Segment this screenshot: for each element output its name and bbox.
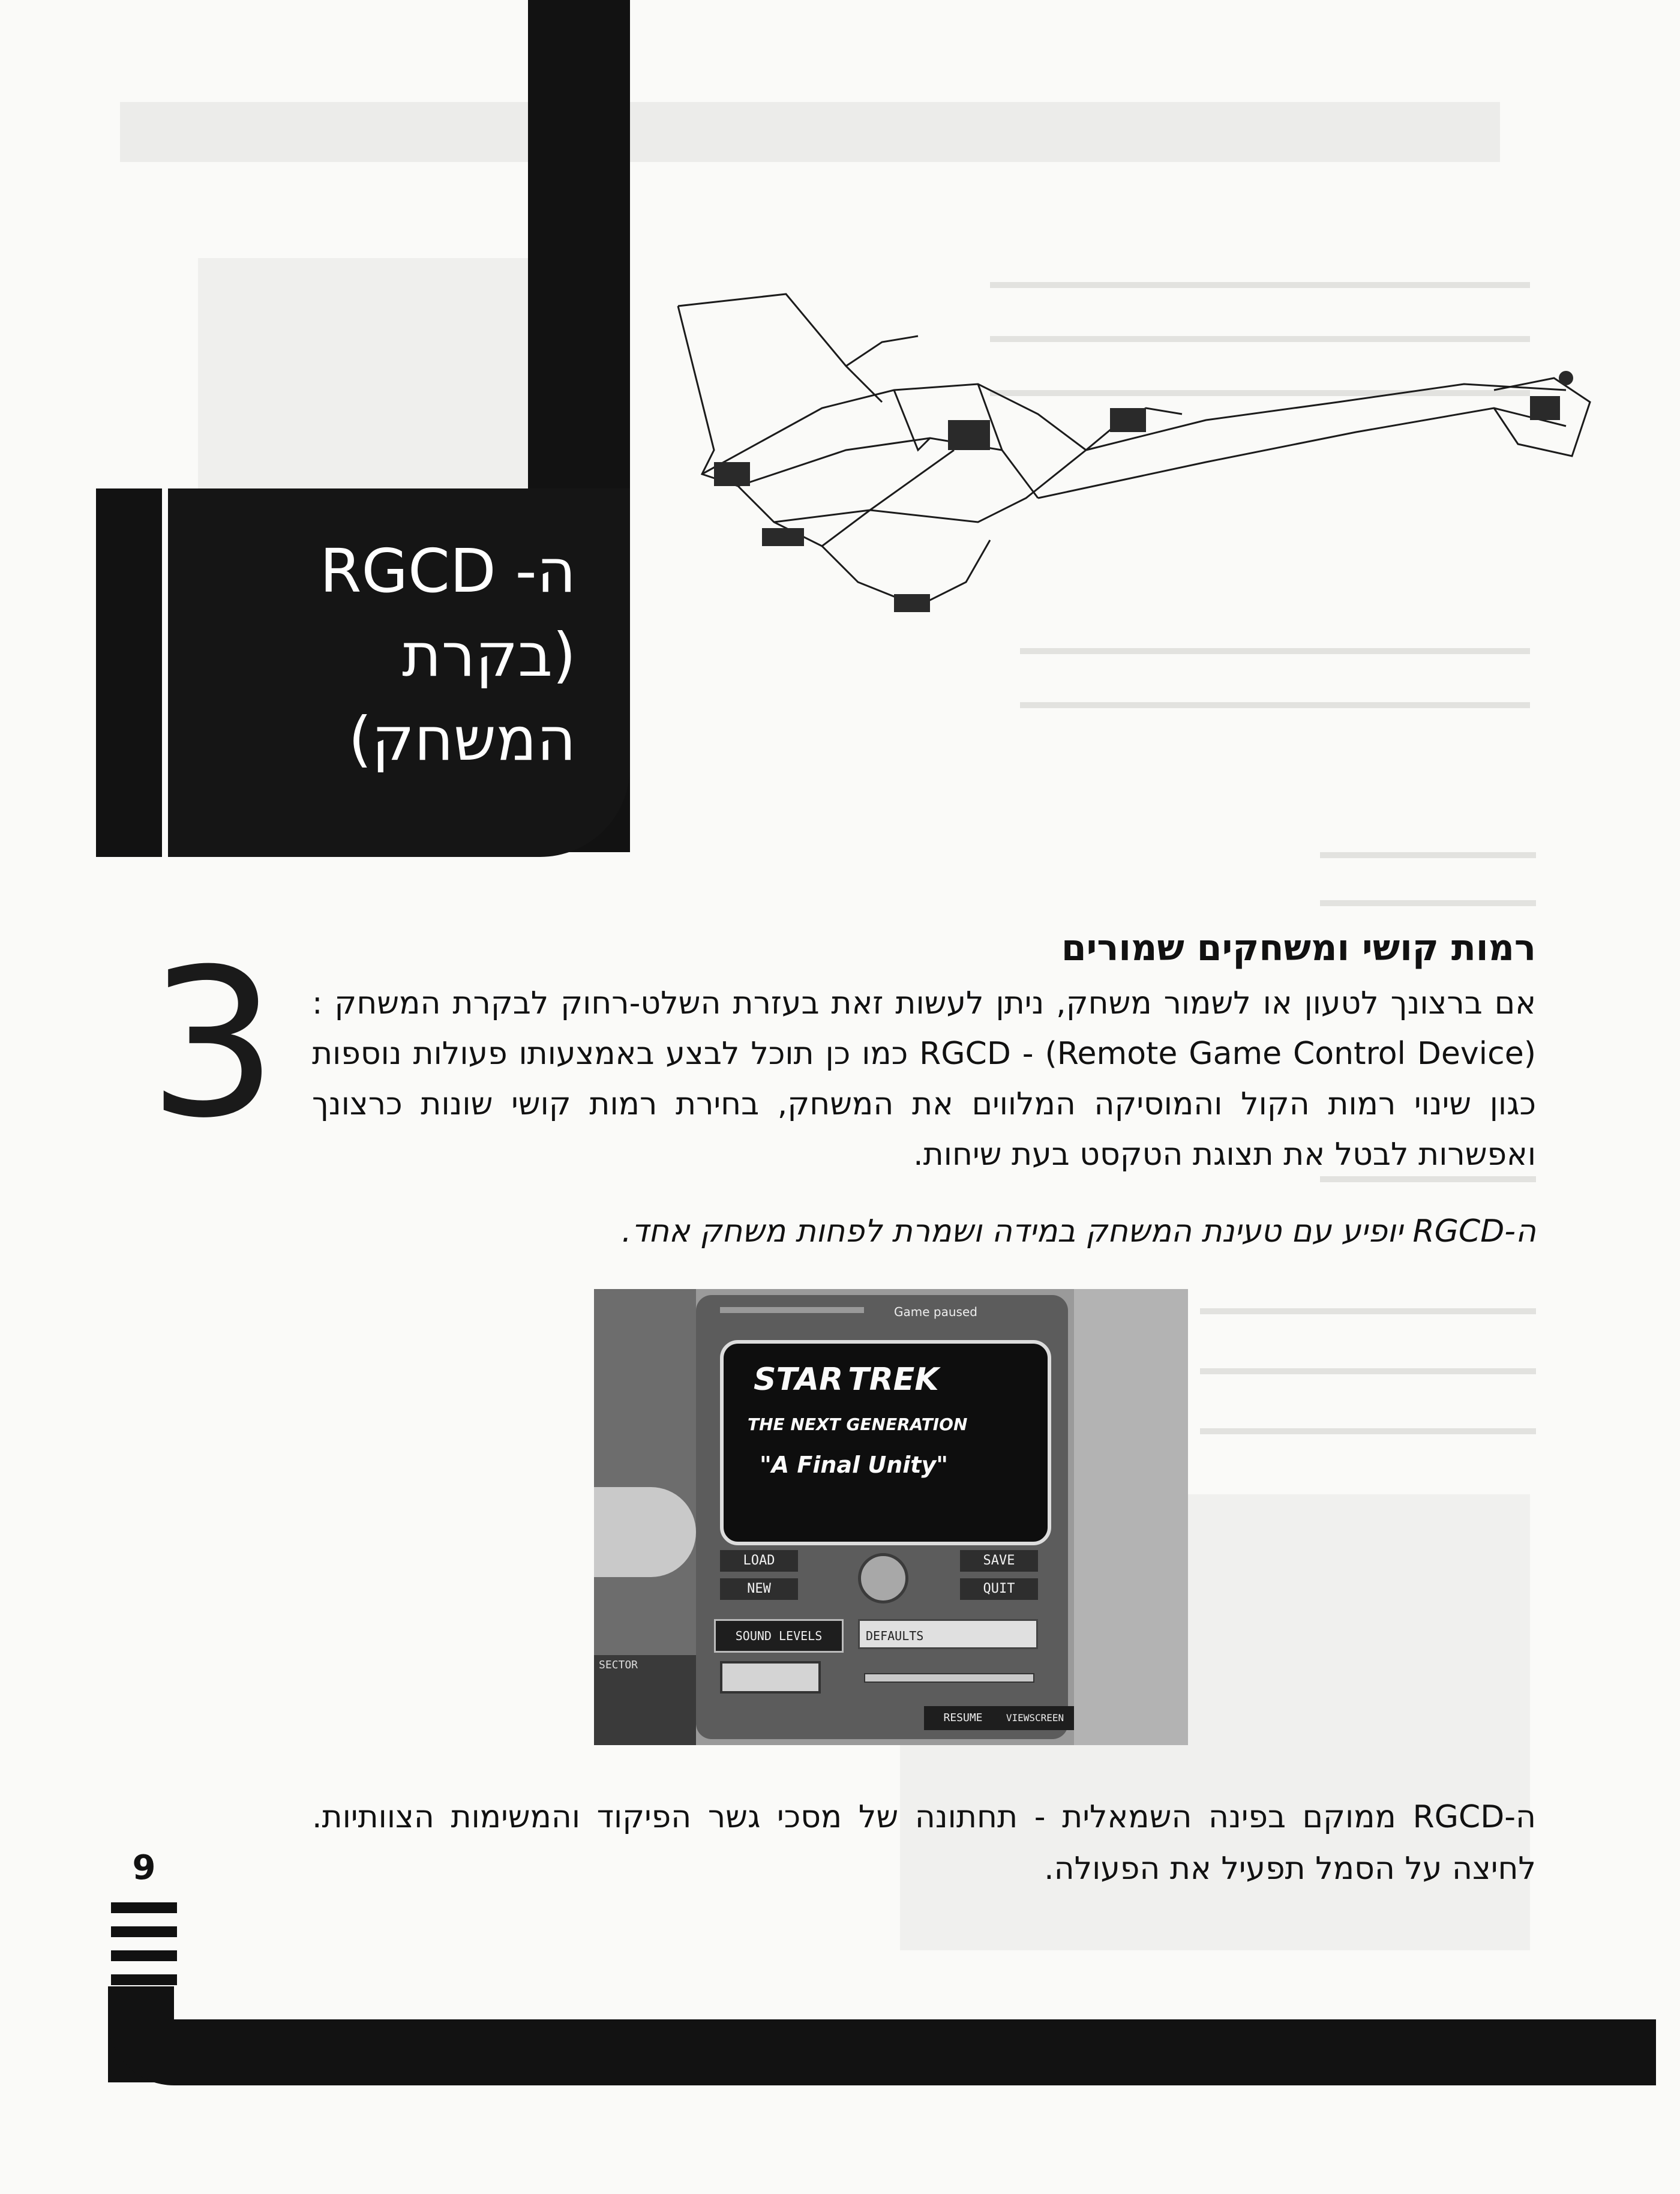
- volume-slider[interactable]: [864, 1673, 1034, 1683]
- sector-panel: [594, 1655, 696, 1745]
- article-paragraph: אם ברצונך לטעון או לשמור משחק, ניתן לעשות זאת בעזרת השלט-רחוק לבקרת המשחק : RGCD - (Remote Game Control Device) כמו כן תוכל לבצע באמצעותו פעולות נוספות כגון שינוי רמות הקול והמוסיקה המלווים את המשחק, בחירת רמות קושי שונות כרצונך ואפשרות לבטל את תצוגת הטקסט בעת שיחות.: [312, 985, 1536, 1173]
- bridge-background-right: [1074, 1289, 1188, 1745]
- chapter-number: 3: [148, 925, 278, 1163]
- frame-outer-left-bar: [96, 488, 162, 857]
- italic-note: ה-RGCD יופיע עם טעינת המשחק במידה ושמרת לפחות משחק אחד.: [622, 1213, 1536, 1249]
- page-stripe: [111, 1926, 177, 1937]
- resume-button[interactable]: RESUME: [924, 1706, 1002, 1730]
- rgcd-device: [696, 1295, 1068, 1739]
- section-title: [192, 529, 576, 781]
- starship-illustration: [666, 270, 1614, 666]
- bleed-through-line: [1320, 852, 1536, 858]
- section-title-box: [168, 488, 630, 857]
- viewscreen-button[interactable]: VIEWSCREEN: [996, 1706, 1074, 1730]
- bleed-through-banner: [120, 102, 1500, 162]
- section-title-line: (בקרת: [402, 620, 576, 690]
- sector-label: SECTOR: [599, 1659, 638, 1671]
- game-title: "A Final Unity": [760, 1452, 949, 1478]
- save-button[interactable]: SAVE: [960, 1550, 1038, 1572]
- section-title-line: המשחק): [348, 704, 576, 774]
- new-button[interactable]: NEW: [720, 1578, 798, 1600]
- page-stripe: [111, 1902, 177, 1913]
- page-stripe: [111, 1950, 177, 1961]
- status-text: Game paused: [894, 1305, 977, 1319]
- page-stripe: [111, 1974, 177, 1985]
- article-heading: רמות קושי ומשחקים שמורים: [1061, 927, 1536, 969]
- bleed-through-line: [1020, 702, 1530, 708]
- defaults-button[interactable]: DEFAULTS: [858, 1619, 1038, 1649]
- bridge-floor: [594, 1487, 696, 1577]
- bleed-through-line: [1200, 1428, 1536, 1434]
- logo-subtitle: THE NEXT GENERATION: [748, 1414, 968, 1434]
- frame-bottom-bar: [108, 2019, 1656, 2085]
- bleed-through-line: [1320, 900, 1536, 906]
- emblem-icon[interactable]: [858, 1553, 908, 1603]
- status-lights: [720, 1307, 864, 1313]
- section-title-line: ה- RGCD: [319, 536, 576, 606]
- page-number: 9: [132, 1848, 156, 1887]
- game-title-screen: [720, 1340, 1051, 1545]
- bleed-through-line: [1200, 1308, 1536, 1314]
- difficulty-box[interactable]: [720, 1661, 821, 1694]
- sound-levels-button[interactable]: SOUND LEVELS: [714, 1619, 844, 1653]
- game-screenshot: [594, 1289, 1188, 1745]
- logo-trek: TREK: [848, 1362, 939, 1398]
- load-button[interactable]: LOAD: [720, 1550, 798, 1572]
- star-trek-logo: [754, 1356, 939, 1398]
- logo-star: STAR: [754, 1362, 844, 1398]
- screenshot-caption: ה-RGCD ממוקם בפינה השמאלית - תחתונה של מסכי גשר הפיקוד והמשימות הצוותיות. לחיצה על הסמל תפעיל את הפעולה.: [312, 1799, 1536, 1887]
- bleed-through-line: [1200, 1368, 1536, 1374]
- quit-button[interactable]: QUIT: [960, 1578, 1038, 1600]
